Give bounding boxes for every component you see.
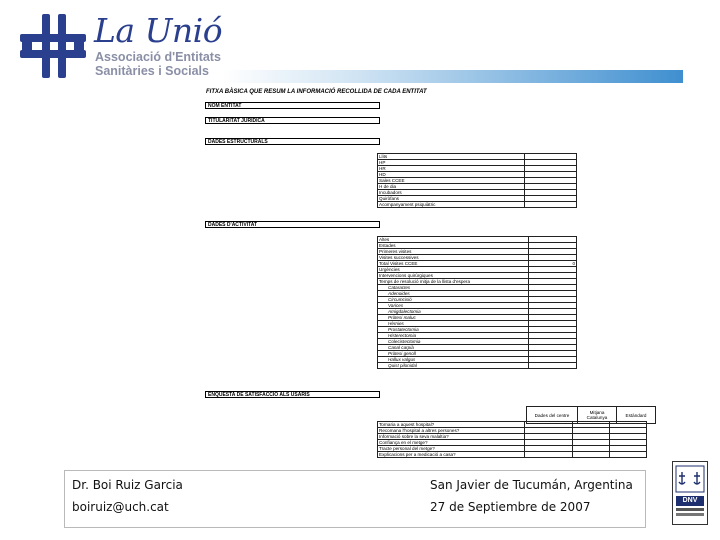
activity-label: Urgències xyxy=(378,267,529,273)
activity-label: Pròtesi genoll xyxy=(378,351,529,357)
structural-label: HD xyxy=(378,172,525,178)
activity-label: Varices xyxy=(378,303,529,309)
activity-label: Altes xyxy=(378,237,529,243)
activity-label: Visites successives xyxy=(378,255,529,261)
form-sheet xyxy=(200,85,660,455)
dnv-certification-badge xyxy=(672,461,708,525)
form-title: FITXA BÀSICA QUE RESUM LA INFORMACIÓ RECOLLIDA DE CADA ENTITAT xyxy=(206,89,427,95)
survey-question: Explicacions per a medicació a casa? xyxy=(378,452,525,458)
brand-subtitle-1: Associació d'Entitats xyxy=(95,50,221,64)
footer-date: 27 de Septiembre de 2007 xyxy=(430,500,591,514)
section-nom-entitat: NOM ENTITAT xyxy=(205,102,380,109)
header-band xyxy=(222,70,683,83)
survey-table xyxy=(377,421,647,458)
activity-value xyxy=(528,363,576,369)
table-row xyxy=(378,363,577,369)
survey-question: Informació sobre la seva malaltia? xyxy=(378,434,525,440)
activity-label: Total Visites CCEE xyxy=(378,261,529,267)
activity-label: Pròtesi maluc xyxy=(378,315,529,321)
activity-label: Amigdalectomia xyxy=(378,309,529,315)
activity-table xyxy=(377,236,577,369)
section-titularitat: TITULARITAT JURÍDICA xyxy=(205,117,380,124)
anchor-emblem-icon xyxy=(673,462,707,524)
activity-label: Quist pilonidal xyxy=(378,363,529,369)
section-dades-activitat: DADES D'ACTIVITAT xyxy=(205,221,380,228)
activity-label: Histerectomia xyxy=(378,333,529,339)
structural-label: HP xyxy=(378,160,525,166)
la-unio-logo-icon xyxy=(20,14,86,78)
survey-header-mitjana: Mitjana Catalunya xyxy=(578,407,617,424)
survey-mitjana xyxy=(573,452,610,458)
table-row xyxy=(378,452,647,458)
activity-value: 0 xyxy=(528,261,576,267)
structural-label: Quiròfans xyxy=(378,196,525,202)
structural-label: H de dia xyxy=(378,184,525,190)
survey-question: Tracte personal del metge? xyxy=(378,446,525,452)
structural-label: HR xyxy=(378,166,525,172)
footer-email: boiruiz@uch.cat xyxy=(72,500,169,514)
activity-label: Circumcisió xyxy=(378,297,529,303)
structural-label: Incubadors xyxy=(378,190,525,196)
activity-label: Colecistectomia xyxy=(378,339,529,345)
brand-name: La Unió xyxy=(94,11,223,50)
structural-label: Llits xyxy=(378,154,525,160)
activity-label: Cataractes xyxy=(378,285,529,291)
activity-label: Hèrnies xyxy=(378,321,529,327)
dnv-label: DNV xyxy=(682,497,698,504)
activity-label: Canal carpià xyxy=(378,345,529,351)
footer-author: Dr. Boi Ruiz Garcia xyxy=(72,478,183,492)
survey-centre xyxy=(525,452,573,458)
activity-label: Adenoides xyxy=(378,291,529,297)
structural-value xyxy=(524,202,576,208)
activity-label: Hallux valgus xyxy=(378,357,529,363)
section-dades-estructurals: DADES ESTRUCTURALS xyxy=(205,138,380,145)
activity-label: Temps de resolució mitja de la llista d'espera xyxy=(378,279,529,285)
structural-table xyxy=(377,153,577,208)
activity-label: Prostatectomia xyxy=(378,327,529,333)
survey-header-centre: Dades del centre xyxy=(527,407,578,424)
activity-label: Estades xyxy=(378,243,529,249)
brand-subtitle-2: Sanitàries i Socials xyxy=(95,64,209,78)
structural-label: Sales CCEE xyxy=(378,178,525,184)
survey-question: Confiança en el metge? xyxy=(378,440,525,446)
table-row xyxy=(378,202,577,208)
activity-label: Primeres visites xyxy=(378,249,529,255)
survey-question: Tornaria a aquest hospital? xyxy=(378,422,525,428)
survey-estandard xyxy=(610,452,647,458)
footer-place: San Javier de Tucumán, Argentina xyxy=(430,478,633,492)
activity-label: Intervencions quirúrgiques xyxy=(378,273,529,279)
section-enquesta: ENQUESTA DE SATISFACCIÓ ALS USARIS xyxy=(205,391,380,398)
survey-question: Recomana l'hospital a altres persones? xyxy=(378,428,525,434)
structural-label: Acompanyament psiquiàtric xyxy=(378,202,525,208)
survey-header-estandard: Estàndard xyxy=(617,407,656,424)
